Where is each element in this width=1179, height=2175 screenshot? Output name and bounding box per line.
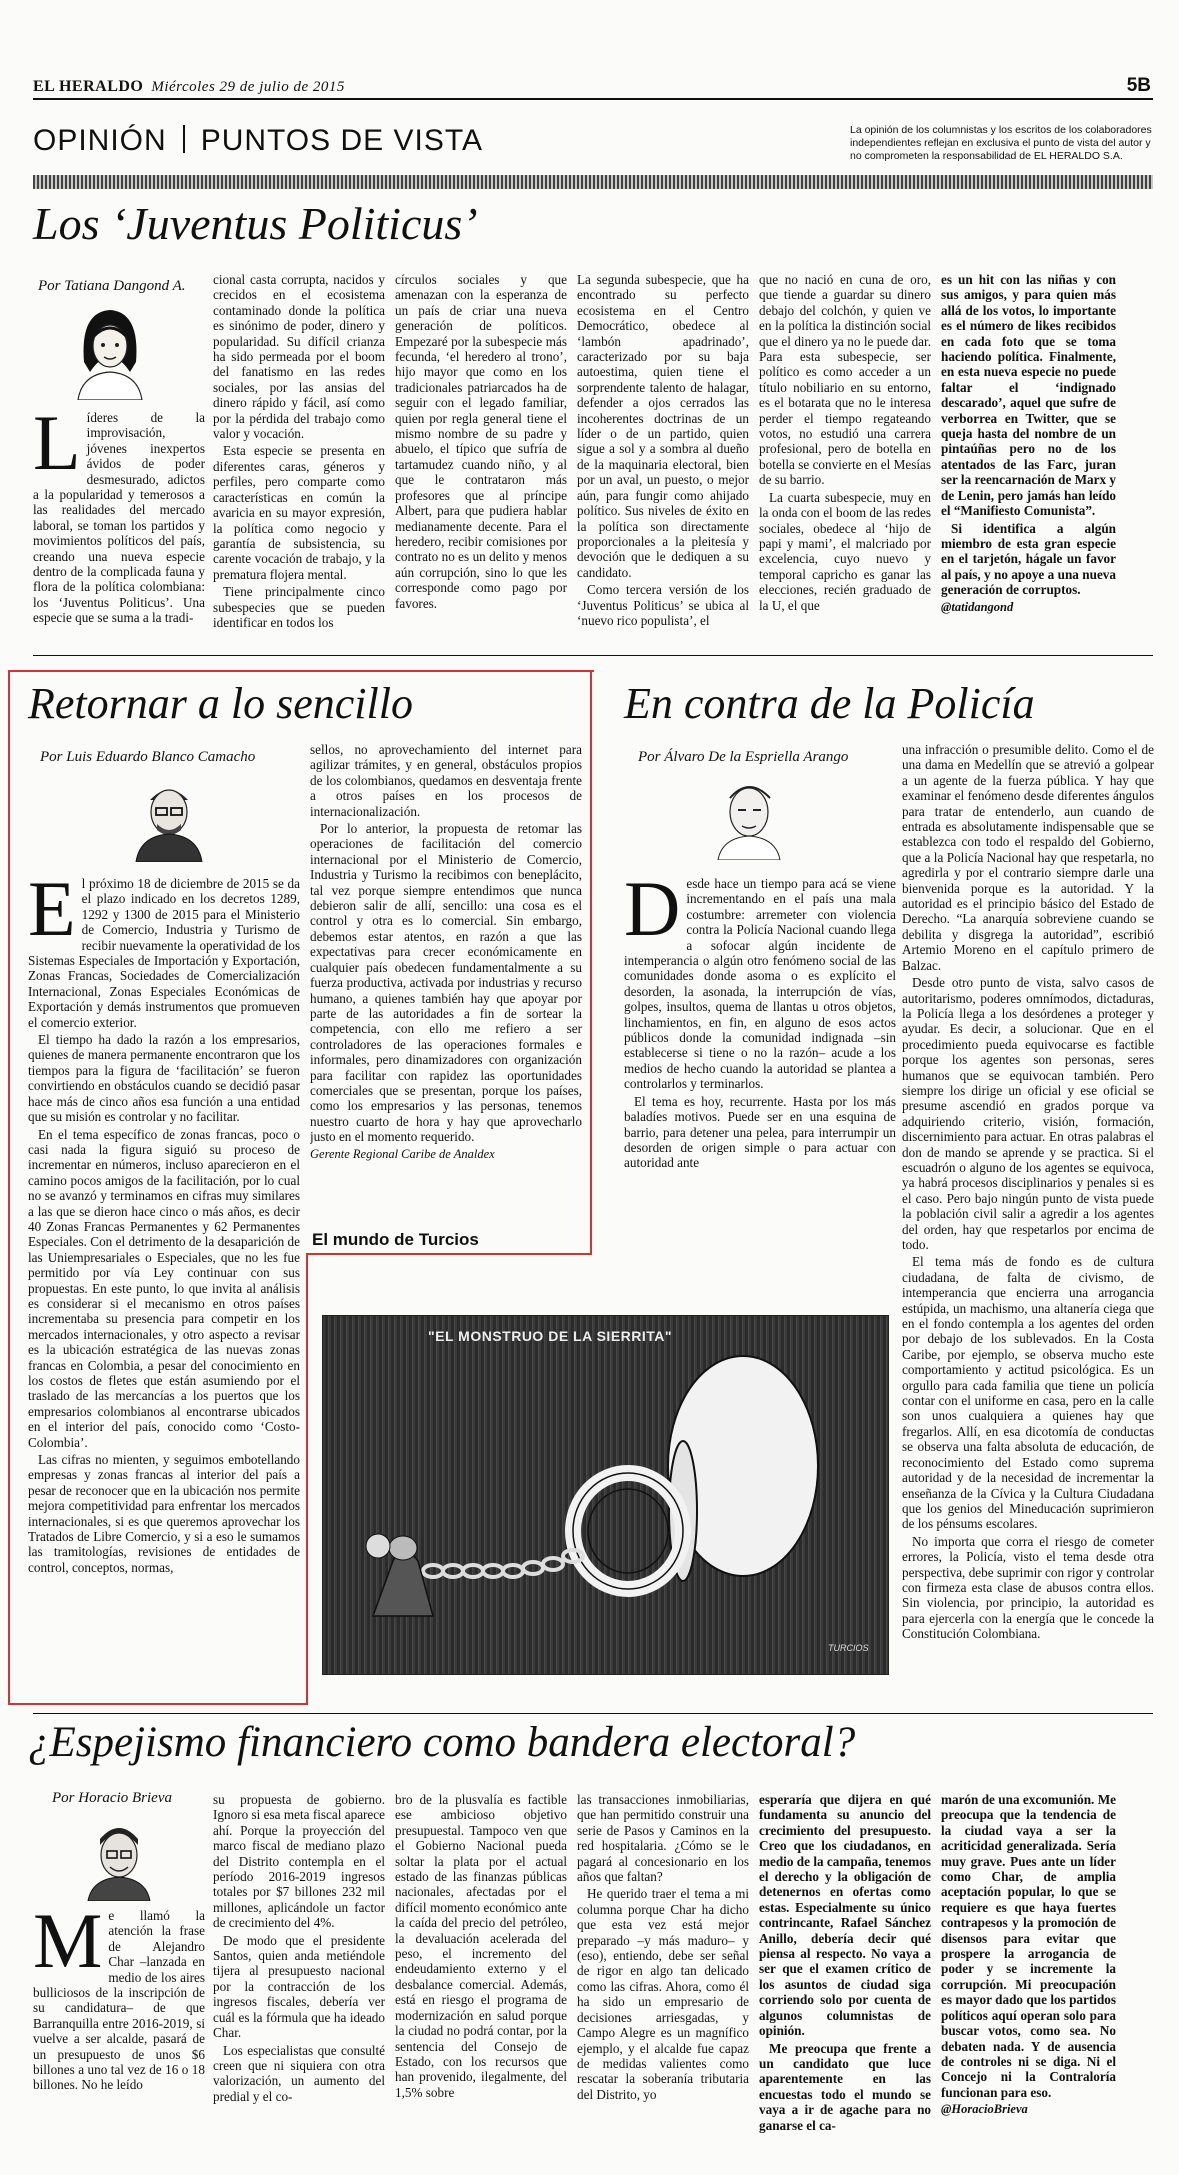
author-handle: @tatidangond	[941, 599, 1014, 614]
author-handle: @HoracioBrieva	[941, 2102, 1028, 2117]
article1-byline: Por Tatiana Dangond A.	[38, 278, 186, 294]
highlight-outline-bottom	[8, 1703, 308, 1705]
dropcap: L	[33, 410, 81, 486]
author-portrait-tatiana	[70, 302, 150, 400]
article1-text: íderes de la improvisación, jóvenes inexpertos ávidos de poder desmesurado, adictos a la popularidad y temerosos a las realidades del mercado laboral, se toman los partidos y movimientos políticos del país, creando una nueva especie dentro de la complicada fauna y flora de la política colombiana: los ‘Juventus Politicus’. Una especie que se suma a la tradi-	[33, 410, 205, 626]
divider	[33, 1713, 1153, 1714]
paragraph: bro de la plusvalía es factible ese ambicioso objetivo presupuestal. Tampoco ven que el Gobierno Nacional pueda soltar la plata por el actual estado de las finanzas públicas nacionales, afectadas por el difícil momento económico ante la caída del precio del petróleo, la devaluación acelerada del peso, el incremento del endeudamiento externo y el desbalance comercial. Además, está en riesgo el programa de modernización en salud porque la ciudad no podrá contar, por la sentencia del Consejo de Estado, con los recursos que han provenido, ilegalmente, del 1,5% sobre	[395, 1792, 567, 2100]
article1-col6	[941, 272, 1116, 635]
paragraph: las transacciones inmobiliarias, que han permitido construir una serie de Pasos y Caminos en la red hospitalaria. ¿Cómo se le pagará al concesionario en los años que faltan?	[577, 1792, 749, 1885]
paragraph: He querido traer el tema a mi columna porque Char ha dicho que esta vez está mejor preparado –y más maduro– y (eso), entiendo, debe ser señal de rigor en algo tan delicado como las cifras. Ahora, como él ha sido un empresario de decisiones arriesgadas, y Campo Alegre es un magnífico ejemplo, y el alcalde fue capaz de medidas valientes como rescatar la soberanía tributaria del Distrito, yo	[577, 1886, 749, 2102]
paragraph: una infracción o presumible delito. Como el de una dama en Medellín que se atrevió a golpear a un agente de la fuerza pública. Y hay que examinar el fenómeno desde diferentes ángulos para tratar de entenderlo, aun cuando de entrada es absolutamente indispensable que se establezca con todo el respaldo del Gobierno, que a la Policía Nacional hay que respetarla, no agredirla y por el contrario siempre darle una bienvenida porque es la autoridad. Y la autoridad es el principio básico del Estado de Derecho. “La anarquía sobreviene cuando se debilita y disgrega la autoridad”, escribió Artemio Moreno en el capítulo primero de Balzac.	[902, 742, 1154, 973]
dropcap: D	[624, 876, 681, 952]
author-portrait-luis	[130, 770, 208, 862]
section-opinion: OPINIÓN	[33, 124, 167, 157]
article3-byline: Por Álvaro De la Espriella Arango	[638, 749, 849, 765]
paragraph: El tema más de fondo es de cultura ciudadana, de falta de civismo, de intemperancia que encierra una arrogancia estúpida, un machismo, una altanería ciega que en el fondo contempla a los agentes del orden por debajo de los sublevados. En la Costa Caribe, por ejemplo, se observa mucho este comportamiento y actitud psicológica. Es un orgullo para cada familia que tiene un policía contar con el uniforme en casa, pero en la calle son unos cualquiera a quienes hay que fregarlos. Allí, en esa dicotomía de conductas se observa una falta absoluta de educación, de reconocimiento del Estado como suprema autoridad y de la necesidad de incrementar la enseñanza de la Cívica y la Cultura Ciudadana que los genios del Mineducación suprimieron de los pénsums escolares.	[902, 1254, 1154, 1532]
article3-col1	[624, 876, 896, 1206]
dropcap: M	[33, 1908, 103, 1984]
author-portrait-alvaro	[712, 770, 786, 860]
paragraph: Esta especie se presenta en diferentes caras, géneros y perfiles, pero comparte como características en común la avaricia en su mayor expresión, la política como negocio y garantía de subsistencia, su carente vocación de trabajo, y la prematura flojera mental.	[213, 443, 385, 582]
article3-headline: En contra de la Policía	[624, 679, 1035, 728]
article4-byline: Por Horacio Brieva	[52, 1790, 172, 1806]
cartoon-title: El mundo de Turcios	[312, 1230, 479, 1249]
paragraph: que no nació en cuna de oro, que tiende a guardar su dinero debajo del colchón, y quien ve en la política la distinción social que el dinero ya no le puede dar. Para esta subespecie, ser político es como acceder a un título nobiliario en su entorno, es el botarata que no le interesa perder el tiempo regateando votos, no estudió una carrera profesional, pero de botella en botella se convierte en el Mesías de su barrio.	[759, 272, 931, 488]
paragraph: De modo que el presidente Santos, quien anda metiéndole tijera al presupuesto nacional por la contracción de los ingresos fiscales, debería ver cuál es la fórmula que ha ideado Char.	[213, 1932, 385, 2041]
paragraph: cional casta corrupta, nacidos y crecidos en el ecosistema contaminado donde la política es sinónimo de poder, dinero y popularidad. Su difícil crianza ha sido permeada por el boom del fanatismo en las redes sociales, por las ansias del dinero rápido y fácil, así como por la pérdida del trabajo como valor y vocación.	[213, 272, 385, 442]
paragraph: Los especialistas que consulté creen que ni siquiera con otra valorización, un aumento del predial y el co-	[213, 2042, 385, 2104]
article4-col4	[577, 1792, 749, 2138]
paragraph: su propuesta de gobierno. Ignoro si esa meta fiscal aparece ahí. Porque la proyección del marco fiscal de mediano plazo del Distrito contempla en el período 2016-2019 ingresos totales por $7 billones 232 mil millones, aplicándole un factor de crecimiento del 4%.	[213, 1792, 385, 1931]
dropcap: E	[28, 876, 76, 952]
paragraph: Tiene principalmente cinco subespecies que se pueden identificar en todos los	[213, 584, 385, 630]
highlight-outline-right-top	[590, 670, 592, 1253]
brand-name: EL HERALDO	[33, 78, 144, 95]
paragraph: Las cifras no mienten, y seguimos embotellando empresas y zonas francas al interior del país a pesar de reconocer que en la ubicación nos permite mejora competitividad para enfrentar los mercados internacionales, si es que queremos aprovechar los Tratados de Libre Comercio, y si a eso le sumamos las tramitologías, revisiones de entidades de control, conceptos, normas,	[28, 1452, 300, 1575]
paragraph: Por lo anterior, la propuesta de retomar las operaciones de facilitación del comercio internacional por el Ministerio de Comercio, Industria y Turismo la recibimos con beneplácito, tal vez porque siempre entendimos que nunca debieron salir de allí, sencillo: una cosa es el control y otra es lo comercial. Sin embargo, debemos estar atentos, en razón a que las expectativas para crecer económicamente en cualquier país obedecen fundamentalmente a su fuerza productiva, activada por industrias y recurso humano, a quienes también hay que apoyar por parte de las autoridades a fin de sortear la competencia, con ello me refiero a ser controladores de las operaciones formales e informales, pero dinamizadores con organización para facilitar con rapidez las oportunidades comerciales que se presentan, porque los países, como los empresarios y las personas, tenemos nuestro cuarto de hora y hay que aprovecharlo justo en el momento requerido.	[310, 821, 582, 1145]
article4-col3	[395, 1792, 567, 2138]
article4-text: e llamó la atención la frase de Alejandro Char –lanzada en medio de los aires bulliciosos de la inscripción de su candidatura– de que Barranquilla entre 2016-2019, si vuelve a ser alcalde, pasará de un presupuesto de unos $6 billones a uno tal vez de 16 o 18 billones. No he leído	[33, 1908, 205, 2093]
paragraph	[28, 876, 300, 1030]
article3-text: esde hace un tiempo para acá se viene incrementando en el país una mala costumbre: arremeter con violencia contra la Policía Nacional cuando llega a sofocar algún incidente de intemperancia o algún otro fenómeno social de las comunidades donde asoma o es explícito el desorden, la asonada, la interrupción de vías, golpes, insultos, quema de llantas u otros objetos, linchamientos, en fin, en alguno de esos actos públicos donde la comunidad indignada –sin establecerse si tiene o no la razón– acude a los medios de hecho cuando la autoridad se plantea a controlarlos y terminarlos.	[624, 876, 896, 1092]
paragraph: círculos sociales y que amenazan con la esperanza de un país de criar una nueva generación de políticos. Empezaré por la subespecie más fecunda, ‘el heredero al trono’, hijo mayor que como en los tradicionales patriarcados ha de seguir con el legado familiar, quien por regla general tiene el mismo nombre de su padre y abuelo, el típico que sufría de tartamudez cuando niño, y al que le contrataron más profesores que al príncipe Albert, para que pudiera hablar medianamente decente. Para el heredero, recibir comisiones por contrato no es un delito y menos aún corrupción, sino lo que les corresponde como pago por favores.	[395, 272, 567, 611]
article2-byline: Por Luis Eduardo Blanco Camacho	[40, 749, 256, 765]
divider	[33, 655, 1153, 656]
article4-col2	[213, 1792, 385, 2138]
article4-headline: ¿Espejismo financiero como bandera electoral?	[28, 1719, 856, 1766]
author-portrait-horacio	[82, 1815, 156, 1901]
paragraph: Desde otro punto de vista, salvo casos de autoritarismo, poderes omnímodos, dictaduras, la Policía llega a los desórdenes a proteger y ayudar. Es decir, a solucionar. Que en el procedimiento pueda equivocarse es factible porque los agentes son personas, seres humanos que se equivocan también. Pero siempre los dirige un oficial y ese oficial se presume ascendió en grados porque va adquiriendo criterio, visión, formación, discernimiento para actuar. En otras palabras el don de mando se aprende y se practica. Si el escuadrón o alguno de los agentes se equivoca, ya habrá procesos disciplinarios y penales si es el caso. Pero bajo ningún punto de vista puede la población civil salir a agredir a los agentes del orden, hay que respetarlos por encima de todo.	[902, 975, 1154, 1252]
hatch-band	[33, 175, 1153, 189]
section-title	[33, 124, 483, 158]
article1-col4	[577, 272, 749, 635]
cartoon-caption: "EL MONSTRUO DE LA SIERRITA"	[428, 1328, 673, 1344]
paragraph: Como tercera versión de los ‘Juventus Politicus’ se ubica al ‘nuevo rico populista’, el	[577, 582, 749, 628]
article1-col5	[759, 272, 931, 635]
article2-col1	[28, 876, 300, 1696]
paragraph: Si identifica a algún miembro de esta gran especie en el tarjetón, hágale un favor al país, y no apoye a una nueva generación de corruptos.	[941, 520, 1116, 598]
paragraph: Me preocupa que frente a un candidato que luce aparentemente en las encuestas todo el mundo se vaya a ir de agache para no ganarse el ca-	[759, 2040, 931, 2133]
disclaimer: La opinión de los columnistas y los escritos de los colaboradores independientes reflejan en exclusiva el punto de vista del autor y no comprometen la responsabilidad de EL HERALDO S.A.	[850, 124, 1152, 162]
page-number: 5B	[1126, 75, 1151, 96]
paragraph: La segunda subespecie, que ha encontrado su perfecto ecosistema en el Centro Democrático, obedece al ‘lambón apadrinado’, caracterizado por su baja autoestima, quien tiene el sorprendente talento de halagar, defender a ojos cerrados las incoherentes doctrinas de un líder o de un partido, quien sigue a sol y a sombra al dueño de la maquinaria electoral, bien por un aval, un puesto, o mejor aún, para fungir como ahijado político. Sus niveles de éxito en la política son directamente proporcionales a la pleitesía y devoción que le dediquen a su candidato.	[577, 272, 749, 580]
paragraph: es un hit con las niñas y con sus amigos, y para quien más allá de los votos, lo importante es el número de likes recibidos en cada foto que se toma haciendo política. Finalmente, en esta nueva especie no puede faltar el ‘indignado descarado’, aquel que sufre de verborrea en Twitter, que se queja hasta del nombre de un pintaúñas pero no de los atentados de las Farc, juran ser la reencarnación de Marx y de Lenin, pero jamás han leído el “Manifiesto Comunista”.	[941, 272, 1116, 519]
masthead	[33, 78, 345, 96]
paragraph: El tiempo ha dado la razón a los empresarios, quienes de manera permanente encontraron que los tiempos para la figura de ‘facilitación’ se fueron convirtiendo en obstáculos cuando se decidió pasar hace más de cinco años esa función a una entidad que su misión es controlar y no facilitar.	[28, 1032, 300, 1125]
article4-col5	[759, 1792, 931, 2138]
article1-col3	[395, 272, 567, 635]
article1-col1	[33, 410, 205, 635]
section-puntos: PUNTOS DE VISTA	[200, 124, 483, 157]
cartoon-image	[322, 1315, 889, 1675]
article1-col2	[213, 272, 385, 635]
cartoon-drawing	[323, 1316, 888, 1674]
paragraph: No importa que corra el riesgo de cometer errores, la Policía, visto el tema desde otra perspectiva, debe suprimir con rigor y controlar con firmeza esta clase de abusos contra ellos. Sin violencia, por principio, la autoridad es para ejercerla con la energía que le concede la Constitución Colombiana.	[902, 1533, 1154, 1642]
paragraph: esperaría que dijera en qué fundamenta su anuncio del crecimiento del presupuesto. Creo que los ciudadanos, en medio de la campaña, tenemos el derecho y la obligación de detenernos en ofertas como estas. Especialmente su único contrincante, Rafael Sánchez Anillo, debería decir qué piensa al respecto. No vaya a ser que el examen crítico de los asuntos de ciudad siga corriendo solo por cuenta de algunos columnistas de opinión.	[759, 1792, 931, 2039]
article2-col2	[310, 742, 582, 1202]
cartoon-signature: TURCIOS	[828, 1643, 869, 1653]
article2-headline: Retornar a lo sencillo	[28, 679, 413, 728]
paragraph: En el tema específico de zonas francas, poco o casi nada la figura siguió su proceso de incrementar en números, incluso aparecieron en el camino pocos amigos de la facilitación, por lo cual no se avanzó y terminamos en cifras muy similares a las que se dieron hace cinco o más años, es decir 40 Zonas Francas Permanentes y 62 Permanentes Especiales. Con el detrimento de la desaparición de las Uniempresariales o Especiales, que no les fue permitido por vía Ley continuar con sus propuestas. En este punto, lo que invita al análisis es considerar si el mecanismo en otros países incrementaba su presencia para competir en los mercados internacionales, y otro aspecto a revisar es la ubicación estratégica de las nuevas zonas francas en Colombia, a pesar del conocimiento en los costos de fletes que están asumiendo por el traslado de las mercancías a los puertos que los empresarios colombianos al encontrarse ubicados en el interior del país, conocido como ‘Costo-Colombia’.	[28, 1126, 300, 1450]
article2-text: l próximo 18 de diciembre de 2015 se da el plazo indicado en los decretos 1289, 1292 y 1300 de 2015 para el Ministerio de Comercio, Industria y Turismo de recibir nuevamente la operatividad de los Sistemas Especiales de Importación y Exportación, Zonas Francas, Sociedades de Comercialización Internacional, Zonas Especiales Económicas de Exportación y demás instrumentos que promueven el comercio exterior.	[28, 876, 300, 1030]
highlight-outline-step	[306, 1253, 592, 1255]
article4-col1	[33, 1908, 205, 2138]
paragraph: marón de una excomunión. Me preocupa que la tendencia de la ciudad vaya a ser la acriticidad generalizada. Sería muy grave. Pues ante un líder como Char, de amplia aceptación popular, lo que se requiere es que haya fuertes contrapesos y la promoción de disensos para evitar que prospere la arrogancia de poder y se incremente la corrupción. Mi preocupación es mayor dado que los partidos políticos aquí operan solo para buscar votos, como sea. No debaten nada. Y de ausencia de controles ni se diga. Ni el Concejo ni la Contraloría funcionan para eso.	[941, 1792, 1116, 2100]
paragraph: sellos, no aprovechamiento del internet para agilizar trámites, y en general, obstáculos propios de los colombianos, quedamos en desventaja frente a otros países en los procesos de internacionalización.	[310, 742, 582, 819]
header-rule	[33, 98, 1153, 100]
section-divider	[183, 125, 185, 153]
highlight-outline-right-bottom	[306, 1253, 308, 1705]
paragraph: El tema es hoy, recurrente. Hasta por los más baladíes motivos. Puede ser en una esquina de barrio, para detener una pelea, para interrumpir un desorden de origen simple o para actuar con autoridad ante	[624, 1093, 896, 1171]
article3-col2	[902, 742, 1154, 1707]
paragraph: La cuarta subespecie, muy en la onda con el boom de las redes sociales, obedece al ‘hijo de papi y mami’, el malcriado por excelencia, cuyo nuevo y temporal capricho es ganar las elecciones, recién graduado de la U, el que	[759, 489, 931, 613]
article4-col6	[941, 1792, 1116, 2138]
author-title: Gerente Regional Caribe de Analdex	[310, 1146, 495, 1161]
paragraph	[624, 876, 896, 1092]
article1-headline: Los ‘Juventus Politicus’	[33, 198, 478, 249]
issue-date: Miércoles 29 de julio de 2015	[151, 79, 345, 95]
